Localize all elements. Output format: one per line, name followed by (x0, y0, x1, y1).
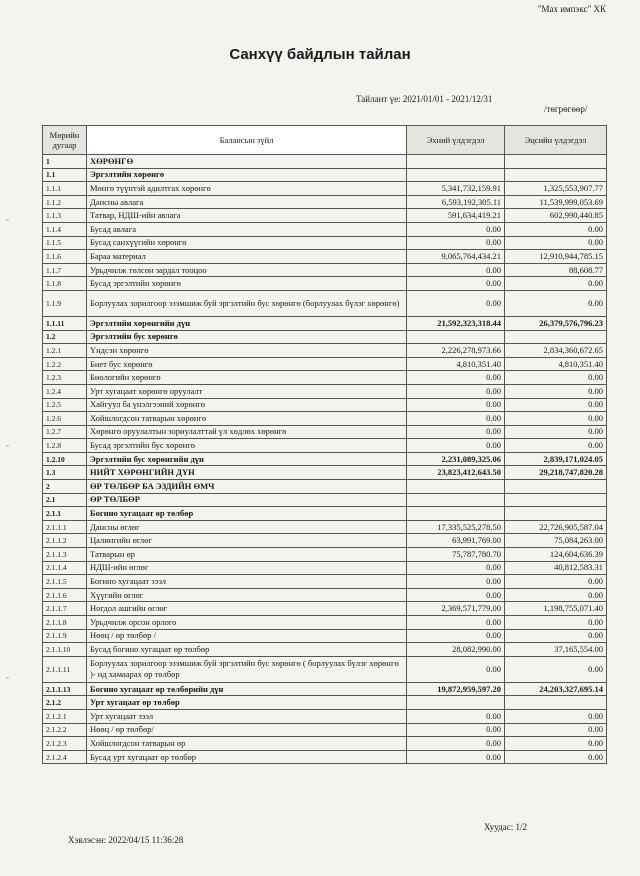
row-closing-balance: 26,379,576,796.23 (505, 316, 607, 330)
row-closing-balance: 4,810,351.40 (505, 357, 607, 371)
row-opening-balance (407, 480, 505, 494)
table-row (43, 384, 607, 398)
row-code: 2.1.1.6 (43, 588, 87, 602)
row-opening-balance: 0.00 (407, 290, 505, 316)
row-closing-balance (505, 480, 607, 494)
row-closing-balance: 0.00 (505, 737, 607, 751)
row-code: 1.2.2 (43, 357, 87, 371)
row-opening-balance: 19,872,959,597.20 (407, 682, 505, 696)
row-label: Хөрөнгө оруулалтын зориулалттай үл хөдлөх хөрөнгө (87, 425, 407, 439)
row-opening-balance: 21,592,323,318.44 (407, 316, 505, 330)
row-code: 2.1.1.3 (43, 548, 87, 562)
row-code: 2.1 (43, 493, 87, 507)
report-title: Санхүү байдлын тайлан (229, 46, 411, 63)
row-code: 1.1.9 (43, 290, 87, 316)
row-code: 1.1.4 (43, 222, 87, 236)
row-code: 2.1.1.2 (43, 534, 87, 548)
table-row (43, 643, 607, 657)
row-code: 1.2.10 (43, 452, 87, 466)
row-opening-balance: 0.00 (407, 588, 505, 602)
table-row (43, 222, 607, 236)
row-label: Урт хугацаат хөрөнгө оруулалт (87, 384, 407, 398)
row-closing-balance: 0.00 (505, 656, 607, 682)
row-code: 2.1.1.9 (43, 629, 87, 643)
currency-unit: /төгрөгөөр/ (544, 104, 588, 114)
row-code: 2.1.1.13 (43, 682, 87, 696)
row-opening-balance: 0.00 (407, 709, 505, 723)
table-row (43, 534, 607, 548)
row-closing-balance (505, 493, 607, 507)
row-closing-balance: 2,839,171,024.05 (505, 452, 607, 466)
row-label: Борлуулах зорилгоор эзэмшиж буй эргэлтийн бус хөрөнгө (борлуулах бүлэг хөрөнгө) (87, 290, 407, 316)
row-code: 1.2.4 (43, 384, 87, 398)
row-closing-balance: 22,726,905,587.04 (505, 520, 607, 534)
table-row (43, 209, 607, 223)
row-code: 2.1.1 (43, 507, 87, 521)
row-label: Нөөц / өр төлбөр/ (87, 723, 407, 737)
row-code: 2.1.1.11 (43, 656, 87, 682)
table-row (43, 602, 607, 616)
row-label: Бусад эргэлтийн хөрөнгө (87, 277, 407, 291)
row-closing-balance: 0.00 (505, 575, 607, 589)
row-closing-balance: 0.00 (505, 629, 607, 643)
table-row (43, 155, 607, 169)
row-label: Богино хугацаат өр төлбөр (87, 507, 407, 521)
table-row (43, 182, 607, 196)
row-code: 2.1.1.8 (43, 616, 87, 630)
row-closing-balance: 1,325,553,907.77 (505, 182, 607, 196)
row-code: 1.1.5 (43, 236, 87, 250)
page-number: Хуудас: 1/2 (484, 822, 527, 832)
row-code: 1.2.8 (43, 439, 87, 453)
row-code: 1 (43, 155, 87, 169)
row-closing-balance: 0.00 (505, 616, 607, 630)
table-row (43, 439, 607, 453)
row-opening-balance: 0.00 (407, 616, 505, 630)
row-closing-balance: 0.00 (505, 588, 607, 602)
row-opening-balance: 17,335,525,278.50 (407, 520, 505, 534)
col-header-line-no: Мөрийн дугаар (43, 126, 87, 155)
row-opening-balance: 0.00 (407, 561, 505, 575)
row-opening-balance: 2,231,089,325.06 (407, 452, 505, 466)
row-closing-balance: 0.00 (505, 723, 607, 737)
row-label: Хойшлогдсон татварын өр (87, 737, 407, 751)
table-row (43, 480, 607, 494)
row-closing-balance (505, 168, 607, 182)
row-label: НДШ-ийн өглөг (87, 561, 407, 575)
row-code: 2.1.1.1 (43, 520, 87, 534)
table-row (43, 412, 607, 426)
row-opening-balance: 63,991,769.00 (407, 534, 505, 548)
row-opening-balance (407, 330, 505, 344)
row-opening-balance: 0.00 (407, 425, 505, 439)
row-opening-balance: 0.00 (407, 723, 505, 737)
row-code: 2.1.2.1 (43, 709, 87, 723)
table-row (43, 682, 607, 696)
row-label: ХӨРӨНГӨ (87, 155, 407, 169)
table-row (43, 330, 607, 344)
row-closing-balance: 2,834,360,672.65 (505, 344, 607, 358)
row-closing-balance: 0.00 (505, 290, 607, 316)
table-row (43, 507, 607, 521)
row-label: Хүүгийн өглөг (87, 588, 407, 602)
row-opening-balance: 23,823,412,643.50 (407, 466, 505, 480)
row-opening-balance: 5,341,732,159.91 (407, 182, 505, 196)
row-label: Үндсэн хөрөнгө (87, 344, 407, 358)
row-label: Богино хугацаат зээл (87, 575, 407, 589)
row-label: Урьдчилж орсон орлого (87, 616, 407, 630)
company-name: "Мах импэкс" ХК (537, 4, 606, 14)
row-opening-balance: 0.00 (407, 629, 505, 643)
row-opening-balance: 0.00 (407, 277, 505, 291)
row-opening-balance: 0.00 (407, 263, 505, 277)
row-label: Хойшлогдсон татварын хөрөнгө (87, 412, 407, 426)
margin-mark: - (6, 440, 9, 450)
row-closing-balance: 0.00 (505, 277, 607, 291)
row-closing-balance: 0.00 (505, 750, 607, 764)
row-label: Биет бус хөрөнгө (87, 357, 407, 371)
row-code: 2.1.1.4 (43, 561, 87, 575)
row-label: Биологийн хөрөнгө (87, 371, 407, 385)
table-header-row (43, 126, 607, 155)
row-opening-balance: 75,787,780.70 (407, 548, 505, 562)
row-code: 1.1.1 (43, 182, 87, 196)
row-code: 2.1.2.3 (43, 737, 87, 751)
printed-timestamp: Хэвлэсэн: 2022/04/15 11:36:28 (68, 835, 184, 845)
table-row (43, 493, 607, 507)
row-label: Эргэлтийн хөрөнгийн дүн (87, 316, 407, 330)
table-row (43, 750, 607, 764)
row-label: Бусад урт хугацаат өр төлбөр (87, 750, 407, 764)
row-opening-balance (407, 507, 505, 521)
row-label: Дансны авлага (87, 195, 407, 209)
row-closing-balance: 124,604,636.39 (505, 548, 607, 562)
row-code: 2 (43, 480, 87, 494)
row-opening-balance: 0.00 (407, 439, 505, 453)
row-label: Эргэлтийн хөрөнгө (87, 168, 407, 182)
row-closing-balance (505, 155, 607, 169)
table-row (43, 616, 607, 630)
row-label: Татвар, НДШ-ийн авлага (87, 209, 407, 223)
row-code: 1.1 (43, 168, 87, 182)
row-closing-balance: 12,910,944,785.15 (505, 250, 607, 264)
table-row (43, 398, 607, 412)
row-closing-balance: 0.00 (505, 425, 607, 439)
table-row (43, 629, 607, 643)
row-label: Бусад авлага (87, 222, 407, 236)
row-label: Цалингийн өглөг (87, 534, 407, 548)
row-opening-balance: 9,065,764,434.21 (407, 250, 505, 264)
table-row (43, 168, 607, 182)
row-label: Урт хугацаат өр төлбөр (87, 696, 407, 710)
row-label: Бусад богино хугацаат өр төлбөр (87, 643, 407, 657)
table-row (43, 277, 607, 291)
table-row (43, 195, 607, 209)
table-row (43, 316, 607, 330)
col-header-closing: Эцсийн үлдэгдэл (505, 126, 607, 155)
row-opening-balance: 0.00 (407, 575, 505, 589)
row-closing-balance: 1,198,755,071.40 (505, 602, 607, 616)
row-code: 1.1.11 (43, 316, 87, 330)
table-row (43, 656, 607, 682)
row-code: 1.1.7 (43, 263, 87, 277)
row-closing-balance: 37,165,554.00 (505, 643, 607, 657)
margin-mark: - (6, 214, 9, 224)
row-label: Мөнгө түүнтэй адилтгах хөрөнгө (87, 182, 407, 196)
balance-sheet-table (42, 125, 607, 764)
row-opening-balance (407, 168, 505, 182)
row-label: Борлуулах зорилгоор эзэмшиж буй эргэлтийн бус хөрөнгө ( борлуулах бүлэг хөрөнгө )- нд хамаарах өр төлбөр (87, 656, 407, 682)
row-closing-balance: 0.00 (505, 398, 607, 412)
row-code: 2.1.1.10 (43, 643, 87, 657)
table-row (43, 696, 607, 710)
table-row (43, 290, 607, 316)
row-code: 1.2.5 (43, 398, 87, 412)
row-closing-balance: 29,218,747,820.28 (505, 466, 607, 480)
row-closing-balance: 75,084,263.00 (505, 534, 607, 548)
row-label: Урьдчилж төлсөн зардал тооцоо (87, 263, 407, 277)
row-closing-balance (505, 330, 607, 344)
row-closing-balance: 24,203,327,695.14 (505, 682, 607, 696)
row-opening-balance: 2,226,278,973.66 (407, 344, 505, 358)
row-closing-balance: 0.00 (505, 709, 607, 723)
row-label: Татварын өр (87, 548, 407, 562)
row-code: 1.2 (43, 330, 87, 344)
row-opening-balance: 2,369,571,779.00 (407, 602, 505, 616)
row-label: Дансны өглөг (87, 520, 407, 534)
row-label: НИЙТ ХӨРӨНГИЙН ДҮН (87, 466, 407, 480)
table-row (43, 575, 607, 589)
table-row (43, 588, 607, 602)
row-opening-balance: 0.00 (407, 371, 505, 385)
col-header-item: Балансын зүйл (87, 126, 407, 155)
row-label: Бусад санхүүгийн хөрөнгө (87, 236, 407, 250)
table-row (43, 723, 607, 737)
row-opening-balance (407, 696, 505, 710)
row-closing-balance: 0.00 (505, 222, 607, 236)
table-row (43, 250, 607, 264)
row-closing-balance: 0.00 (505, 412, 607, 426)
row-code: 2.1.2 (43, 696, 87, 710)
row-opening-balance: 591,634,419.21 (407, 209, 505, 223)
row-label: Хайгуул ба үнэлгээний хөрөнгө (87, 398, 407, 412)
row-closing-balance (505, 507, 607, 521)
row-closing-balance: 602,990,440.85 (505, 209, 607, 223)
row-closing-balance (505, 696, 607, 710)
table-row (43, 466, 607, 480)
table-row (43, 737, 607, 751)
row-closing-balance: 40,812,583.31 (505, 561, 607, 575)
row-code: 1.1.2 (43, 195, 87, 209)
table-row (43, 344, 607, 358)
row-label: Ногдол ашгийн өглөг (87, 602, 407, 616)
row-code: 1.2.7 (43, 425, 87, 439)
row-code: 1.1.3 (43, 209, 87, 223)
report-period: Тайлант үе: 2021/01/01 - 2021/12/31 (356, 94, 493, 104)
row-label: Нөөц / өр төлбөр / (87, 629, 407, 643)
row-label: ӨР ТӨЛБӨР БА ЭЗДИЙН ӨМЧ (87, 480, 407, 494)
row-opening-balance: 0.00 (407, 398, 505, 412)
row-label: Бараа материал (87, 250, 407, 264)
table-row (43, 548, 607, 562)
row-code: 1.1.8 (43, 277, 87, 291)
table-row (43, 452, 607, 466)
row-opening-balance (407, 155, 505, 169)
row-code: 2.1.2.2 (43, 723, 87, 737)
row-opening-balance (407, 493, 505, 507)
table-row (43, 520, 607, 534)
row-closing-balance: 11,539,999,053.69 (505, 195, 607, 209)
row-label: Эргэлтийн бус хөрөнгө (87, 330, 407, 344)
row-closing-balance: 0.00 (505, 371, 607, 385)
row-code: 2.1.1.5 (43, 575, 87, 589)
row-opening-balance: 0.00 (407, 222, 505, 236)
row-label: Урт хугацаат зээл (87, 709, 407, 723)
row-closing-balance: 88,608.77 (505, 263, 607, 277)
row-code: 1.2.6 (43, 412, 87, 426)
row-closing-balance: 0.00 (505, 439, 607, 453)
row-opening-balance: 0.00 (407, 737, 505, 751)
col-header-opening: Эхний үлдэгдэл (407, 126, 505, 155)
row-label: ӨР ТӨЛБӨР (87, 493, 407, 507)
row-opening-balance: 0.00 (407, 384, 505, 398)
row-code: 1.3 (43, 466, 87, 480)
row-closing-balance: 0.00 (505, 384, 607, 398)
table-row (43, 236, 607, 250)
row-opening-balance: 0.00 (407, 656, 505, 682)
margin-mark: - (6, 672, 9, 682)
row-opening-balance: 4,810,351.40 (407, 357, 505, 371)
row-closing-balance: 0.00 (505, 236, 607, 250)
row-label: Богино хугацаат өр төлбөрийн дүн (87, 682, 407, 696)
row-code: 2.1.1.7 (43, 602, 87, 616)
row-code: 1.2.3 (43, 371, 87, 385)
row-code: 1.1.6 (43, 250, 87, 264)
row-opening-balance: 0.00 (407, 412, 505, 426)
row-opening-balance: 6,593,192,305.11 (407, 195, 505, 209)
table-row (43, 357, 607, 371)
row-code: 1.2.1 (43, 344, 87, 358)
table-row (43, 425, 607, 439)
table-row (43, 371, 607, 385)
row-opening-balance: 0.00 (407, 750, 505, 764)
table-row (43, 561, 607, 575)
row-label: Бусад эргэлтийн бус хөрөнгө (87, 439, 407, 453)
row-code: 2.1.2.4 (43, 750, 87, 764)
row-label: Эргэлтийн бус хөрөнгийн дүн (87, 452, 407, 466)
row-opening-balance: 0.00 (407, 236, 505, 250)
table-row (43, 263, 607, 277)
table-row (43, 709, 607, 723)
row-opening-balance: 28,082,990.00 (407, 643, 505, 657)
